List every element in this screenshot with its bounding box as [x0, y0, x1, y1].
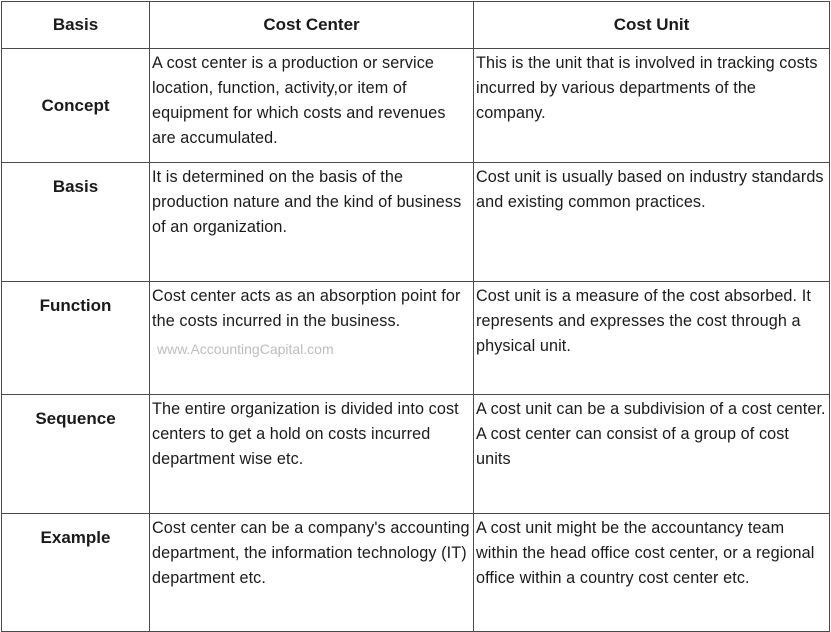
row-basis-label: Basis: [2, 163, 150, 282]
row-basis-label: Example: [2, 514, 150, 632]
cost-unit-cell: A cost unit can be a subdivision of a cost center. A cost center can consist of a group of cost units: [474, 395, 830, 514]
header-cost-center: Cost Center: [150, 2, 474, 49]
header-cost-unit: Cost Unit: [474, 2, 830, 49]
table-row: [2, 282, 830, 395]
comparison-table: [1, 1, 830, 632]
row-basis-label: Sequence: [2, 395, 150, 514]
table-row: [2, 395, 830, 514]
cost-center-cell: It is determined on the basis of the production nature and the kind of business of an organization.: [150, 163, 474, 282]
cost-unit-cell: A cost unit might be the accountancy team within the head office cost center, or a regional office within a country cost center etc.: [474, 514, 830, 632]
header-basis: Basis: [2, 2, 150, 49]
cost-center-cell: A cost center is a production or service location, function, activity,or item of equipment for which costs and revenues are accumulated.: [150, 49, 474, 163]
cost-center-cell: The entire organization is divided into cost centers to get a hold on costs incurred department wise etc.: [150, 395, 474, 514]
table-row: [2, 163, 830, 282]
row-basis-label: Function: [2, 282, 150, 395]
cost-unit-cell: This is the unit that is involved in tracking costs incurred by various departments of the company.: [474, 49, 830, 163]
row-basis-label: Concept: [2, 49, 150, 163]
table-row: [2, 514, 830, 632]
cost-unit-cell: Cost unit is a measure of the cost absorbed. It represents and expresses the cost through a physical unit.: [474, 282, 830, 395]
watermark-text: www.AccountingCapital.com: [157, 341, 334, 357]
cost-center-cell: Cost center can be a company's accounting department, the information technology (IT) department etc.: [150, 514, 474, 632]
header-row: [2, 2, 830, 49]
cost-unit-cell: Cost unit is usually based on industry standards and existing common practices.: [474, 163, 830, 282]
cost-center-cell: Cost center acts as an absorption point for the costs incurred in the business.: [150, 282, 474, 395]
table-row: [2, 49, 830, 163]
